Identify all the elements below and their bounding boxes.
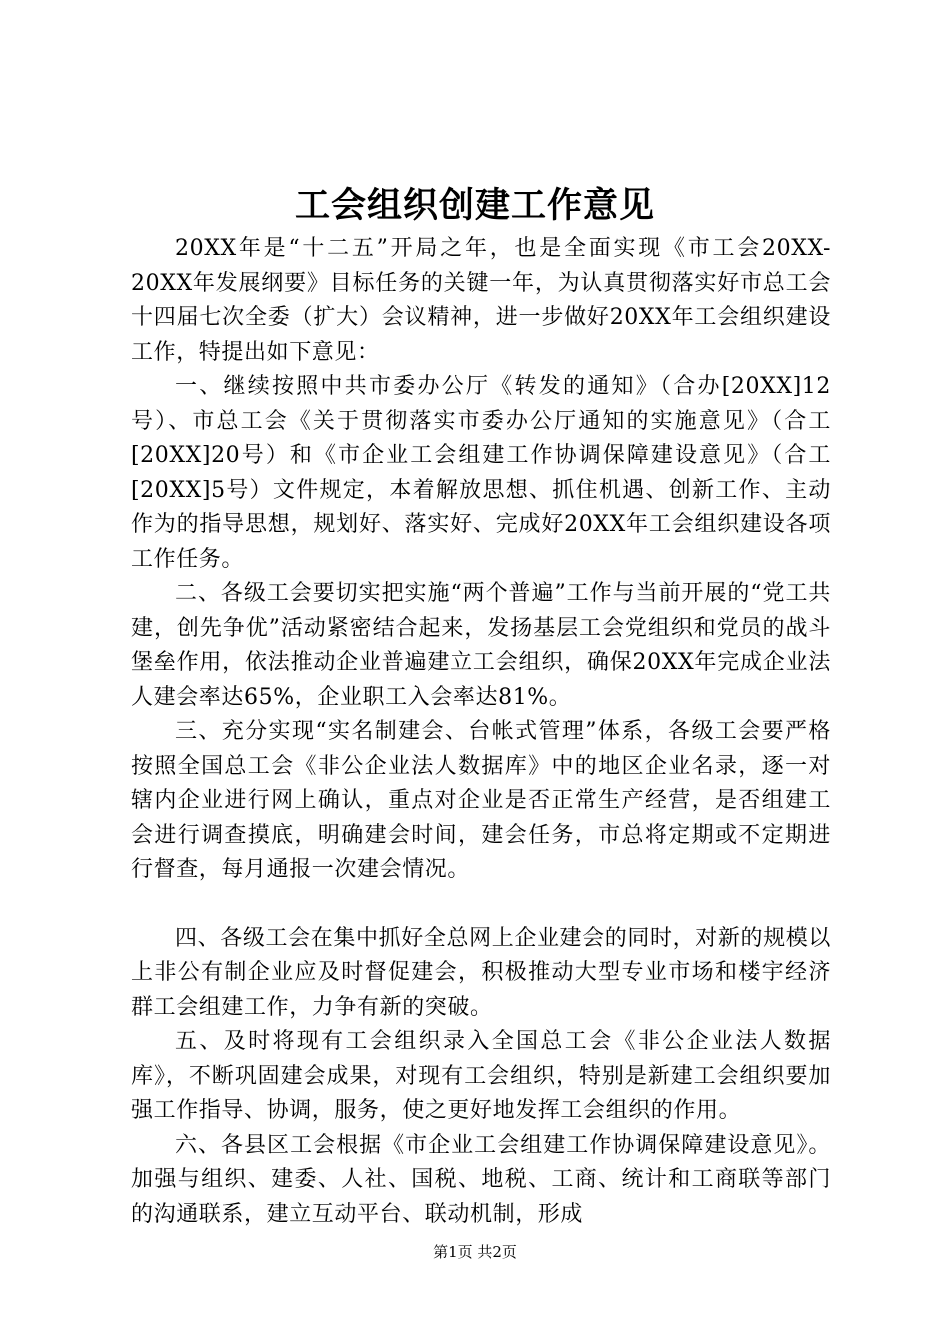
paragraph-item-3: 三、充分实现“实名制建会、台帐式管理”体系，各级工会要严格按照全国总工会《非公企业法人数据库》中的地区企业名录，逐一对辖内企业进行网上确认，重点对企业是否正常生产经营，是否组建工会进行调查摸底，明确建会时间，建会任务，市总将定期或不定期进行督查，每月通报一次建会情况。 bbox=[131, 719, 831, 882]
paragraph-item-1: 一、继续按照中共市委办公厅《转发的通知》（合办[20XX]12号）、市总工会《关于贯彻落实市委办公厅通知的实施意见》（合工[20XX]20号）和《市企业工会组建工作协调保障建设意见》（合工[20XX]5号）文件规定，本着解放思想、抓住机遇、创新工作、主动作为的指导思想，规划好、落实好、完成好20XX年工会组织建设各项工作任务。 bbox=[131, 374, 831, 572]
page-footer: 第1页 共2页 bbox=[433, 1243, 517, 1261]
paragraph-item-5: 五、及时将现有工会组织录入全国总工会《非公企业法人数据库》，不断巩固建会成果，对现有工会组织，特别是新建工会组织要加强工作指导、协调，服务，使之更好地发挥工会组织的作用。 bbox=[131, 1029, 831, 1123]
paragraph-item-4: 四、各级工会在集中抓好全总网上企业建会的同时，对新的规模以上非公有制企业应及时督促建会，积极推动大型专业市场和楼宇经济群工会组建工作，力争有新的突破。 bbox=[131, 925, 831, 1020]
document-title: 工会组织创建工作意见 bbox=[294, 186, 655, 226]
paragraph-item-6: 六、各县区工会根据《市企业工会组建工作协调保障建设意见》。加强与组织、建委、人社、国税、地税、工商、统计和工商联等部门的沟通联系，建立互动平台、联动机制，形成 bbox=[131, 1132, 831, 1227]
paragraph-intro: 20XX年是“十二五”开局之年，也是全面实现《市工会20XX-20XX年发展纲要》目标任务的关键一年，为认真贯彻落实好市总工会十四届七次全委（扩大）会议精神，进一步做好20XX年工会组织建设工作，特提出如下意见： bbox=[131, 236, 831, 365]
paragraph-item-2: 二、各级工会要切实把实施“两个普遍”工作与当前开展的“党工共建，创先争优”活动紧密结合起来，发扬基层工会党组织和党员的战斗堡垒作用，依法推动企业普遍建立工会组织，确保20XX年完成企业法人建会率达65%，企业职工入会率达81%。 bbox=[131, 581, 831, 710]
document-body bbox=[131, 232, 831, 1232]
